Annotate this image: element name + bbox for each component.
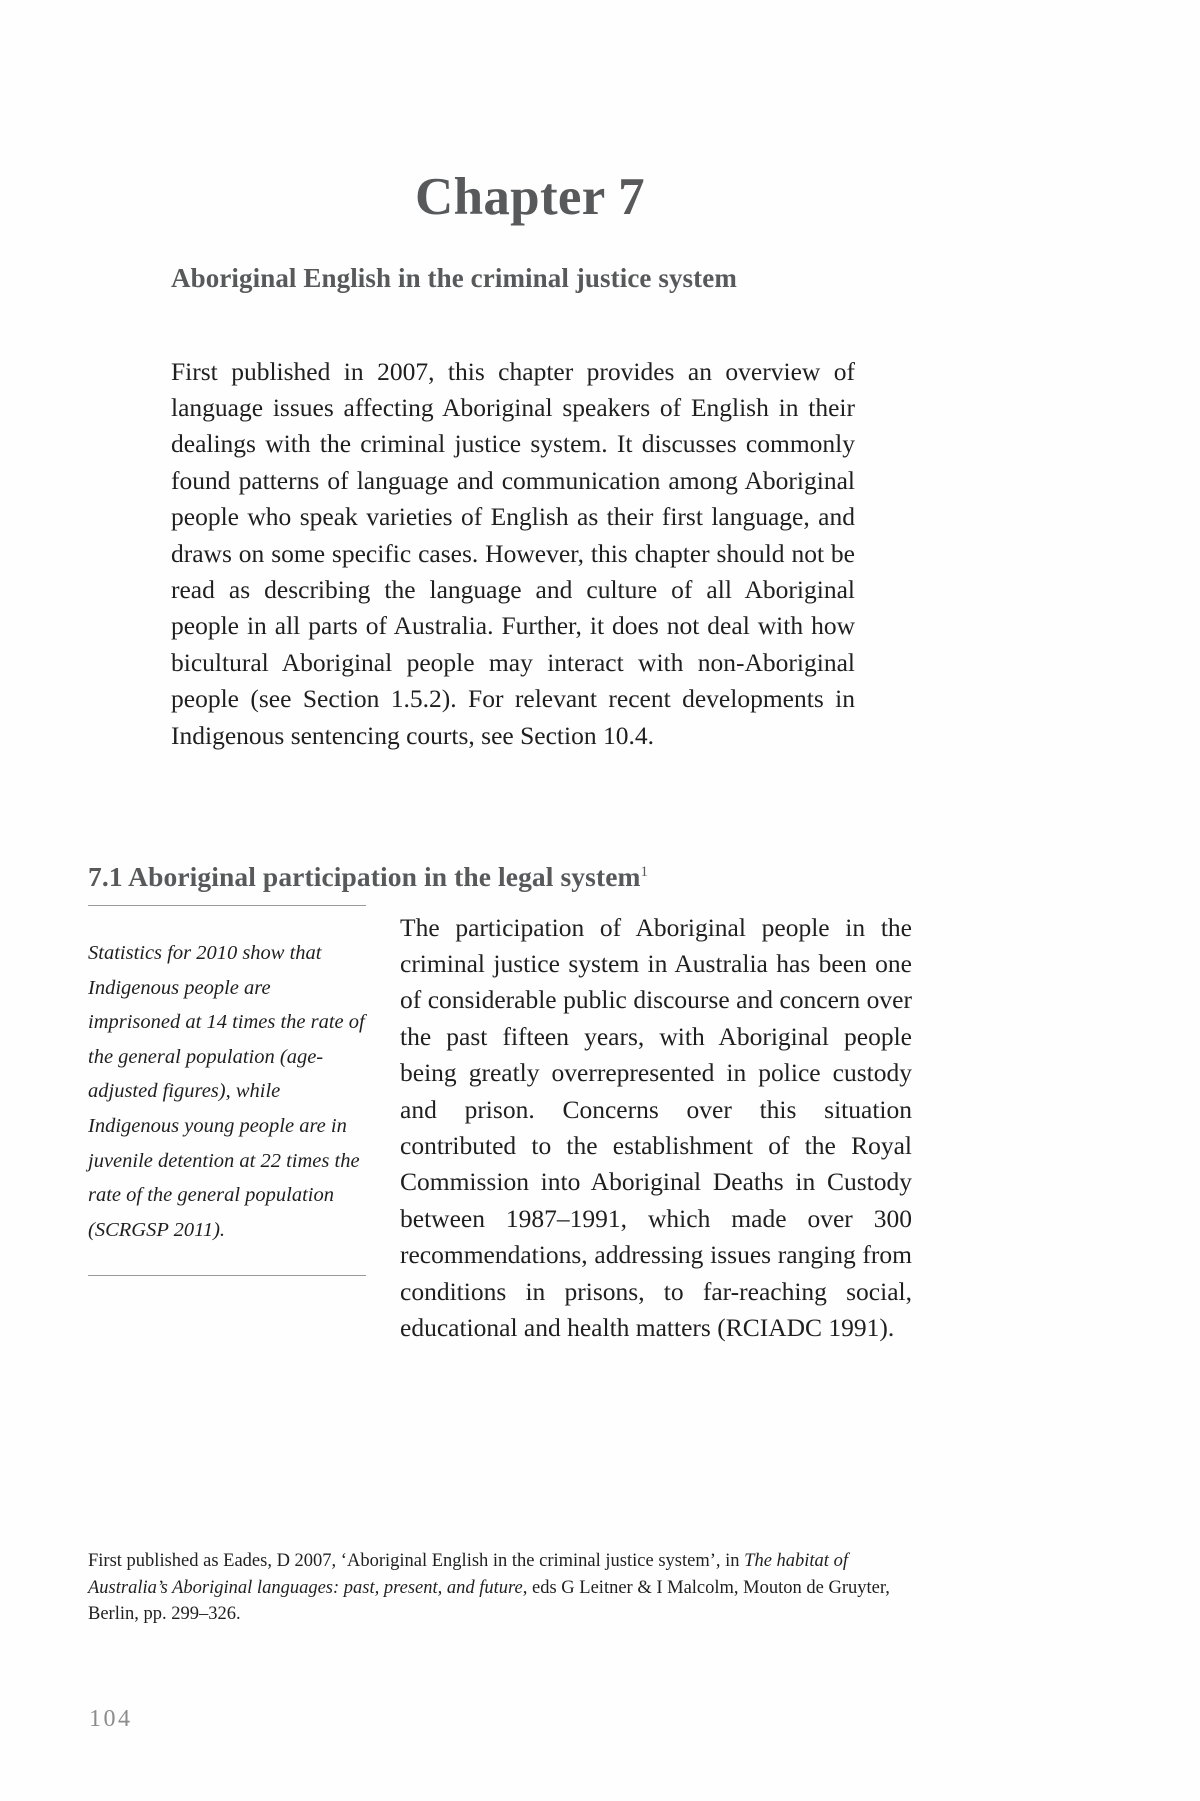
page-footnote — [88, 1548, 928, 1628]
page-number: 104 — [89, 1706, 133, 1732]
chapter-intro-paragraph: First published in 2007, this chapter provides an overview of language issues affecting Aboriginal speakers of English in their dealings with the criminal justice system. It discusses commonly found patterns of language and communication among Aboriginal people who speak varieties of English as their first language, and draws on some specific cases. However, this chapter should not be read as describing the language and culture of all Aboriginal people in all parts of Australia. Further, it does not deal with how bicultural Aboriginal people may interact with non-Aboriginal people (see Section 1.5.2). For relevant recent developments in Indigenous sentencing courts, see Section 10.4. — [171, 356, 855, 750]
footnote-text-part-one: First published as Eades, D 2007, ‘Aboriginal English in the criminal justice system’, in — [88, 1551, 745, 1571]
pullquote-text: Statistics for 2010 show that Indigenous people are imprisoned at 14 times the rate of the general population (age-adjusted figures), while Indigenous young people are in juvenile detention at 22 times the rate of the general population (SCRGSP 2011). — [88, 942, 365, 1241]
pullquote-rule-top — [88, 905, 366, 906]
chapter-subtitle: Aboriginal English in the criminal justice system — [171, 263, 737, 294]
pullquote-rule-bottom — [88, 1275, 366, 1276]
section-heading — [88, 861, 928, 893]
chapter-title: Chapter 7 — [415, 167, 645, 226]
section-body-paragraph: The participation of Aboriginal people in the criminal justice system in Australia has been one of considerable public discourse and concern over the past fifteen years, with Aboriginal people being greatly overrepresented in police custody and prison. Concerns over this situation contributed to the establishment of the Royal Commission into Aboriginal Deaths in Custody between 1987–1991, which made over 300 recommendations, addressing issues ranging from conditions in prisons, to far-reaching social, educational and health matters (RCIADC 1991). — [400, 912, 912, 1342]
section-heading-footnote-marker: 1 — [640, 863, 649, 880]
section-heading-text: 7.1 Aboriginal participation in the legal system — [88, 860, 641, 892]
footnote-text-part-two: , eds G Leitner & I Malcolm, Mouton de Gruyter, Berlin, pp. 299–326. — [88, 1577, 890, 1624]
sidebar-pullquote — [88, 905, 366, 1276]
footnote-book-title: The habitat of Australia’s Aboriginal languages: past, present, and future — [88, 1551, 848, 1598]
